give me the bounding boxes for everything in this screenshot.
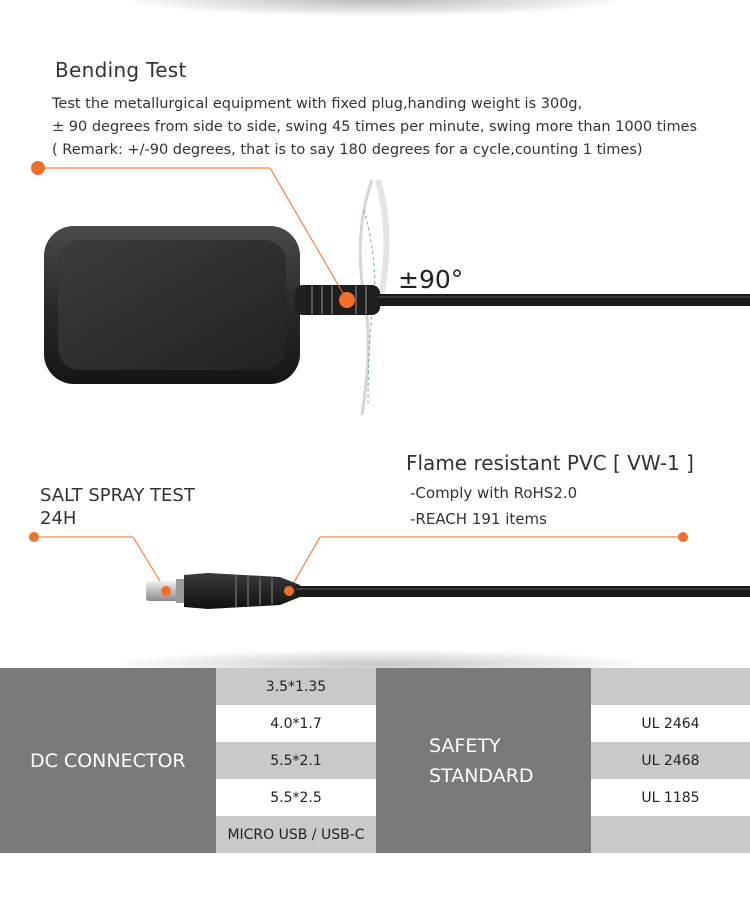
- strain-relief: [295, 285, 380, 315]
- safety-value-1: [591, 668, 750, 705]
- bending-desc-line-1: Test the metallurgical equipment with fixed plug,handing weight is 300g,: [52, 96, 583, 112]
- dc-plug-illustration: [0, 525, 750, 615]
- safety-value-3: UL 2468: [591, 742, 750, 779]
- safety-standard-label: [376, 668, 591, 853]
- salt-spray-title: SALT SPRAY TEST: [40, 485, 195, 506]
- flame-item-reach: -REACH 191 items: [410, 510, 547, 528]
- safety-value-4: UL 1185: [591, 779, 750, 816]
- dc-value-2: 4.0*1.7: [216, 705, 376, 742]
- bending-desc-line-2: ± 90 degrees from side to side, swing 45 times per minute, swing more than 1000 times: [52, 119, 698, 135]
- angle-label: ±90°: [398, 265, 464, 294]
- bending-desc-line-3: ( Remark: +/-90 degrees, that is to say 180 degrees for a cycle,counting 1 times): [52, 142, 643, 158]
- adapter-face: [58, 240, 286, 370]
- dc-connector-text: DC CONNECTOR: [30, 749, 186, 772]
- salt-callout-dot: [29, 532, 39, 542]
- bending-point-dot: [339, 292, 355, 308]
- bending-callout-dot: [31, 161, 45, 175]
- spec-table: [0, 668, 750, 853]
- top-shadow: [130, 0, 620, 16]
- adapter-cable: [378, 294, 750, 306]
- safety-value-5: [591, 816, 750, 853]
- dc-value-5: MICRO USB / USB-C: [216, 816, 376, 853]
- adapter-bending-illustration: [0, 160, 750, 430]
- flame-point-dot: [284, 586, 294, 596]
- safety-label-line-1: SAFETY: [429, 734, 501, 757]
- dc-plug-body: [184, 573, 300, 609]
- safety-label-line-2: STANDARD: [429, 764, 534, 787]
- safety-value-2: UL 2464: [591, 705, 750, 742]
- dc-value-4: 5.5*2.5: [216, 779, 376, 816]
- dc-value-3: 5.5*2.1: [216, 742, 376, 779]
- bending-test-title: Bending Test: [55, 58, 187, 82]
- dc-plug-cable: [296, 586, 750, 597]
- flame-title: Flame resistant PVC [ VW-1 ]: [406, 451, 694, 475]
- flame-item-rohs: -Comply with RoHS2.0: [410, 484, 578, 502]
- bending-test-description: [52, 93, 697, 162]
- salt-spray-duration: 24H: [40, 508, 77, 529]
- salt-point-dot: [161, 586, 171, 596]
- dc-value-1: 3.5*1.35: [216, 668, 376, 705]
- dc-connector-label: [0, 668, 216, 853]
- flame-callout-dot: [678, 532, 688, 542]
